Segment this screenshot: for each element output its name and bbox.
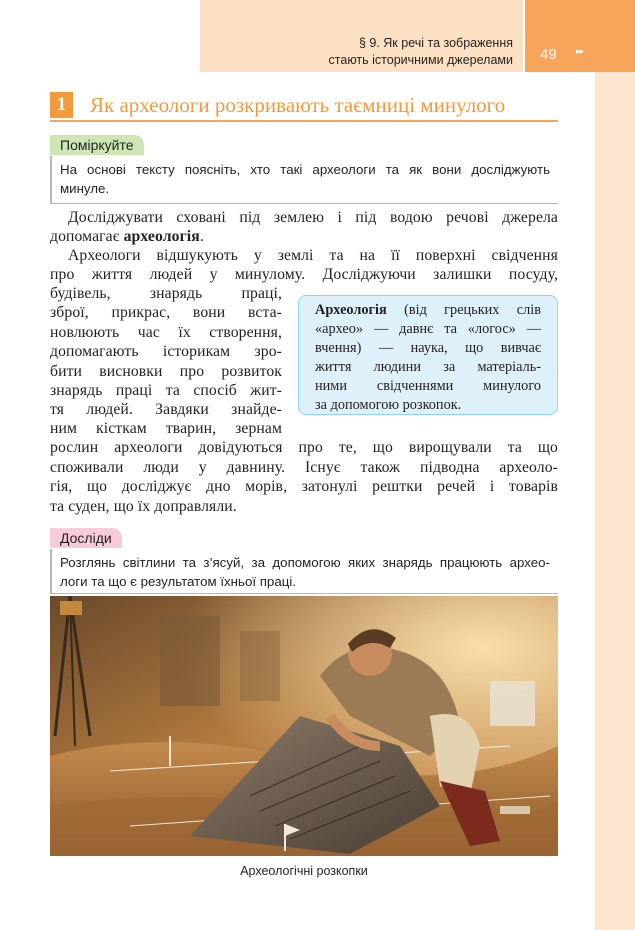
text-line: новлюють час їх створення, [50,323,282,341]
photo-caption: Археологічні розкопки [240,864,368,878]
research-line: Розглянь світлини та з’ясуй, за допомогою яких знарядь працюють архео- [60,555,550,570]
think-line: На основі тексту поясніть, хто такі археологи та як вони досліджують [60,162,550,177]
text-span: (від грецьких слів [386,302,541,318]
definition-term: Археологія [315,302,387,318]
text-line: тя людей. Завдяки знайде- [50,401,282,419]
text-span: . [199,228,204,246]
text-line: споживали люди у давнину. Існує також підводна археоло- [50,458,558,476]
text-line [50,227,558,246]
text-line: зброї, прикрас, вони вста- [50,304,282,322]
text-line: Досліджувати сховані під землею і під водою речові джерела [68,209,558,226]
section-title: Як археологи розкривають таємниці минулого [90,93,506,117]
think-task [50,156,558,204]
text-line: знарядь праці та спосіб жит- [50,382,282,400]
page-number: 49 [540,46,557,63]
paragraph-2-wrap [50,284,282,420]
running-header [329,35,513,69]
text-line: допомагають історикам зро- [50,343,282,361]
research-line: логи та що є результатом їхньої праці. [60,574,296,589]
text-line: та суден, що їх доправляли. [50,497,237,515]
section-number: 1 [50,92,73,118]
text-span: допомагає [50,228,124,246]
text-line: гія, що досліджує дно морів, затонулі рештки речей і товарів [50,478,558,496]
page-side-strip [595,72,635,930]
next-arrows-icon: ▸▸ [576,47,584,57]
think-line: минуле. [60,181,110,196]
research-task [50,549,558,594]
definition-line: ними свідченнями минулого [315,378,541,394]
text-line: про життя людей у минулому. Досліджуючи залишки посуду, [50,266,558,284]
definition-line: «архео» — давнє та «логос» — [315,321,541,337]
text-line: Археологи відшукують у землі та на її поверхні свідчення [68,247,558,264]
definition-line: вчення) — наука, що вивчає [315,340,541,356]
running-header-line1: § 9. Як речі та зображення [358,36,513,50]
definition-box [298,295,558,415]
paragraph-1 [50,208,558,247]
definition-line: життя людини за матеріаль- [315,359,541,375]
think-label: Поміркуйте [50,135,144,155]
excavation-photo [50,596,558,856]
paragraph-2-bottom [50,419,558,516]
research-label: Досліди [50,528,122,548]
text-line: бити висновки про розвиток [50,362,282,380]
excavation-illustration [50,596,558,856]
definition-line: за допомогою розкопок. [315,397,462,413]
running-header-line2: стають історичними джерелами [328,53,513,67]
text-line: рослин археологи довідуються про те, що вирощували та що [50,439,558,457]
paragraph-2-top [50,246,558,285]
text-line: будівель, знарядь праці, [50,285,282,302]
definition-line [315,301,541,320]
section-heading [50,92,558,122]
text-line: ним кісткам тварин, зернам [50,420,282,437]
term-archaeology: археологія [123,228,200,246]
